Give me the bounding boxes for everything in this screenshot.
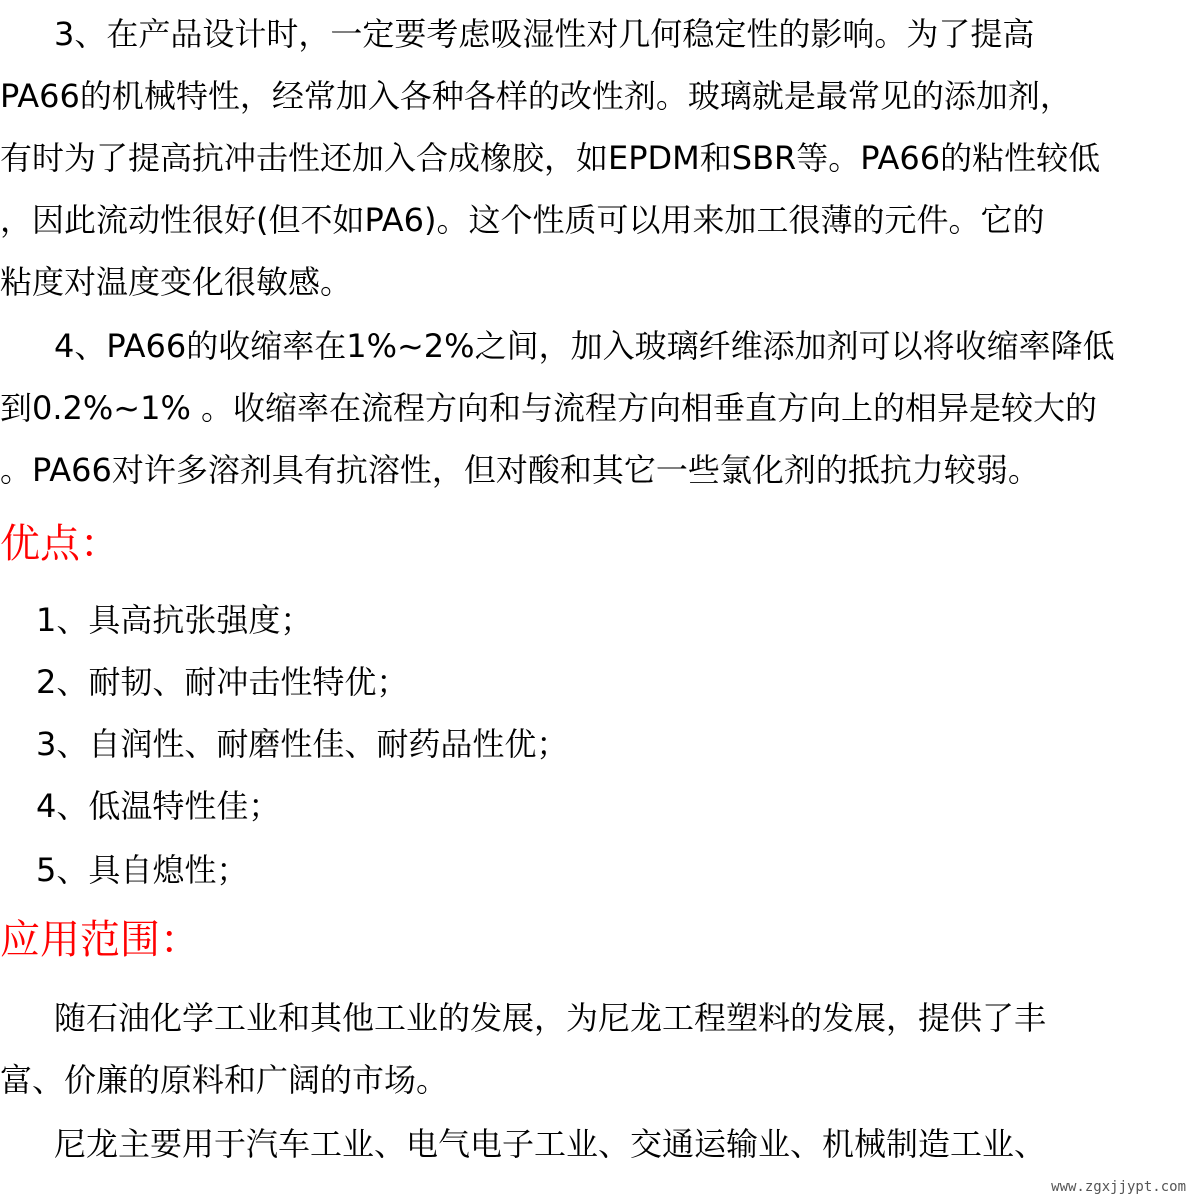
para4-line-3: 。PA66对许多溶剂具有抗溶性，但对酸和其它一些氯化剂的抵抗力较弱。 bbox=[0, 451, 1040, 489]
advantage-item-1: 1、具高抗张强度； bbox=[36, 601, 313, 639]
applications-para1-line-1: 随石油化学工业和其他工业的发展，为尼龙工程塑料的发展，提供了丰 bbox=[22, 999, 1047, 1037]
para3-line-5: 粘度对温度变化很敏感。 bbox=[0, 263, 353, 301]
para4-line-2: 到0.2%~1% 。收缩率在流程方向和与流程方向相垂直方向上的相异是较大的 bbox=[0, 389, 1098, 427]
site-watermark: www.zgxjjypt.com bbox=[1051, 1179, 1186, 1195]
advantage-item-3: 3、自润性、耐磨性佳、耐药品性优； bbox=[36, 725, 569, 763]
advantage-item-2: 2、耐韧、耐冲击性特优； bbox=[36, 663, 409, 701]
advantage-item-5: 5、具自熄性； bbox=[36, 851, 249, 889]
para4-line-1: 4、PA66的收缩率在1%~2%之间，加入玻璃纤维添加剂可以将收缩率降低 bbox=[22, 327, 1115, 365]
advantages-heading: 优点： bbox=[0, 521, 120, 567]
para3-line-4: ，因此流动性很好(但不如PA6)。这个性质可以用来加工很薄的元件。它的 bbox=[0, 201, 1045, 239]
para3-line-2: PA66的机械特性，经常加入各种各样的改性剂。玻璃就是最常见的添加剂， bbox=[0, 77, 1072, 115]
applications-heading: 应用范围： bbox=[0, 917, 200, 963]
applications-para2-line-1: 尼龙主要用于汽车工业、电气电子工业、交通运输业、机械制造工业、 bbox=[22, 1125, 1047, 1163]
para3-line-3: 有时为了提高抗冲击性还加入合成橡胶，如EPDM和SBR等。PA66的粘性较低 bbox=[0, 139, 1101, 177]
para3-line-1: 3、在产品设计时，一定要考虑吸湿性对几何稳定性的影响。为了提高 bbox=[22, 15, 1035, 53]
advantage-item-4: 4、低温特性佳； bbox=[36, 787, 281, 825]
applications-para1-line-2: 富、价廉的原料和广阔的市场。 bbox=[0, 1061, 449, 1099]
